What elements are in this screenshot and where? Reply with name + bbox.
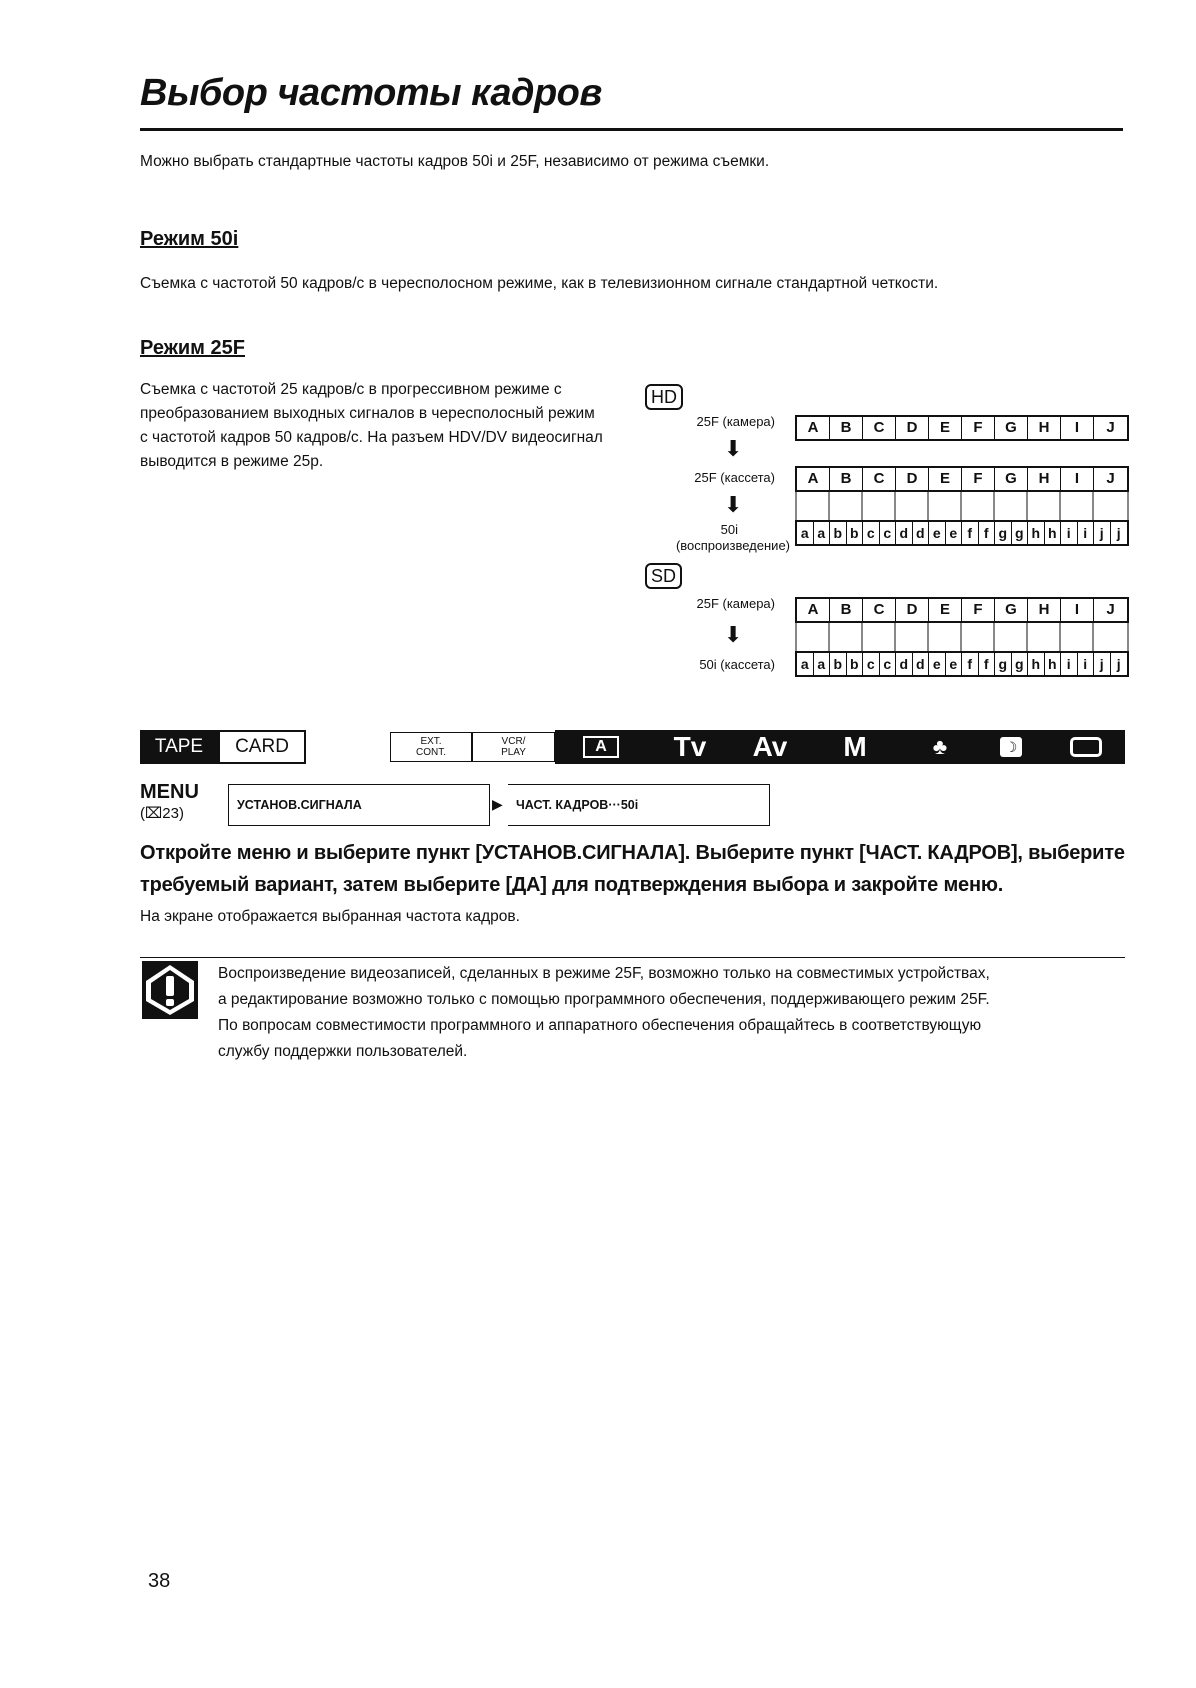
hd-camera-frames: A B C D E F G H I J — [795, 415, 1129, 441]
frame-connector-lines — [795, 492, 1129, 522]
sd-connector-lines — [795, 623, 1129, 653]
mode-25f-heading: Режим 25F — [140, 337, 245, 359]
mode-av: Av — [752, 731, 788, 762]
hd-cassette-frames: A B C D E F G H I J — [795, 466, 1129, 492]
mode-50i-heading: Режим 50i — [140, 228, 239, 250]
label-hd-cassette: 25F (кассета) — [694, 470, 775, 485]
arrow-down-icon: ⬇ — [724, 436, 743, 461]
mode-ext-cont: EXT. CONT. — [390, 732, 472, 762]
mode-card: CARD — [218, 730, 306, 764]
mode-tv: Tv — [673, 731, 707, 762]
label-50i: 50i — [720, 522, 738, 537]
note-line-2: а редактирование возможно только с помощью программного обеспечения, поддерживающего режим 25F. — [218, 991, 990, 1008]
page-title: Выбор частоты кадров — [140, 72, 602, 114]
note-rule — [140, 957, 1125, 958]
mode-25f-line-1: Съемка с частотой 25 кадров/с в прогрессивном режиме с — [140, 381, 562, 398]
mode-tape: TAPE — [140, 730, 218, 764]
menu-box-frame-rate: ЧАСТ. КАДРОВ···50i — [508, 784, 770, 826]
mode-m: M — [843, 731, 867, 762]
note-line-1: Воспроизведение видеозаписей, сделанных в режиме 25F, возможно только на совместимых устройствах, — [218, 965, 990, 982]
warning-icon — [142, 961, 198, 1019]
mode-dark-strip — [555, 730, 1125, 764]
menu-page-ref: (⌧23) — [140, 805, 184, 822]
mode-25f-line-2: преобразованием выходных сигналов в чересполосный режим — [140, 405, 595, 422]
mode-25f-line-4: выводится в режиме 25p. — [140, 453, 324, 470]
hd-badge: HD — [645, 384, 683, 410]
instruction-sub: На экране отображается выбранная частота кадров. — [140, 908, 520, 925]
label-hd-camera: 25F (камера) — [696, 414, 775, 429]
arrow-down-icon: ⬇ — [724, 492, 743, 517]
mode-50i-text: Съемка с частотой 50 кадров/с в чересполосном режиме, как в телевизионном сигнале стандартной четкости. — [140, 275, 939, 292]
sd-camera-frames: A B C D E F G H I J — [795, 597, 1129, 623]
title-rule — [140, 128, 1123, 131]
mode-bar — [140, 730, 1125, 764]
label-playback: (воспроизведение) — [675, 538, 790, 553]
instruction-line-2: требуемый вариант, затем выберите [ДА] для подтверждения выбора и закройте меню. — [140, 874, 1004, 896]
menu-box-signal-setup: УСТАНОВ.СИГНАЛА — [228, 784, 490, 826]
menu-pointer-icon: ▶ — [492, 796, 503, 812]
note-line-4: службу поддержки пользователей. — [218, 1043, 468, 1060]
hd-50i-fields: a a b b c c d d e e f f g g h h i i j j — [795, 520, 1129, 546]
mode-vcr-play: VCR/ PLAY — [472, 732, 555, 762]
note-line-3: По вопросам совместимости программного и аппаратного обеспечения обращайтесь в соответствующую — [218, 1017, 982, 1034]
label-sd-camera: 25F (камера) — [696, 596, 775, 611]
intro-text: Можно выбрать стандартные частоты кадров 50i и 25F, независимо от режима съемки. — [140, 153, 770, 170]
menu-label: MENU — [140, 781, 199, 803]
night-mode-icon: ☽ — [1000, 737, 1022, 757]
sd-badge: SD — [645, 563, 682, 589]
portrait-mode-icon: ♣ — [932, 734, 948, 759]
mode-25f-line-3: с частотой кадров 50 кадров/с. На разъем HDV/DV видеосигнал — [140, 429, 603, 446]
card-mode-icon — [1070, 737, 1102, 757]
auto-mode-icon: A — [583, 736, 619, 758]
page-number: 38 — [148, 1570, 171, 1592]
label-sd-cassette: 50i (кассета) — [699, 657, 775, 672]
sd-50i-fields: a a b b c c d d e e f f g g h h i i j j — [795, 651, 1129, 677]
arrow-down-icon: ⬇ — [724, 622, 743, 647]
instruction-line-1: Откройте меню и выберите пункт [УСТАНОВ.СИГНАЛА]. Выберите пункт [ЧАСТ. КАДРОВ], выберите — [140, 842, 1125, 864]
